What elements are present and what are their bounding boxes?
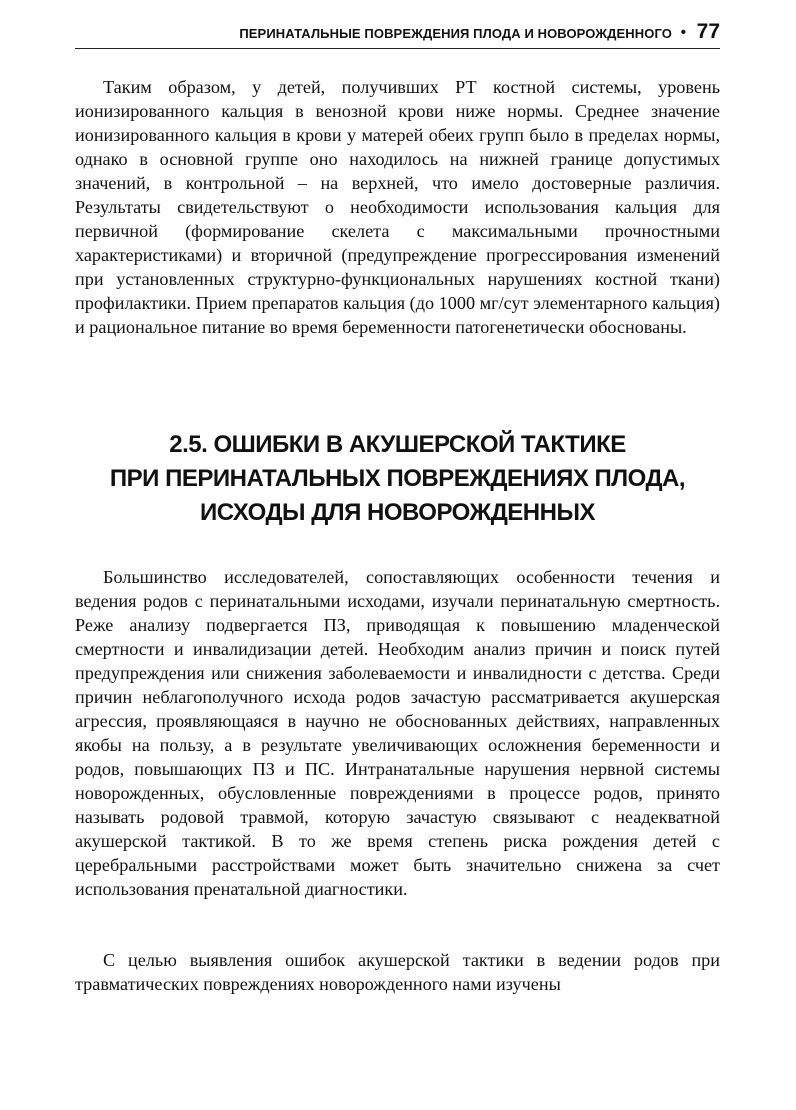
running-head-bullet: • bbox=[680, 24, 686, 41]
paragraph-perinatal-outcomes: Большинство исследователей, сопоставляющих особенности течения и ведения родов с перинатальными исходами, изучали перинатальную смертность. Реже анализу подвергается ПЗ, приводящая к повышению младенческой смертности и инвалидизации детей. Необходим анализ причин и поиск путей предупреждения или снижения заболеваемости и инвалидности с детства. Среди причин неблагополучного исхода родов зачастую рассматривается акушерская агрессия, проявляющаяся в научно не обоснованных действиях, направленных якобы на пользу, а в результате увеличивающих осложнения беременности и родов, повышающих ПЗ и ПС. Интранатальные нарушения нервной системы новорожденных, обусловленные повреждениями в процессе родов, принято называть родовой травмой, которую зачастую связывают с неадекватной акушерской тактикой. В то же время степень риска рождения детей с церебральными расстройствами может быть значительно снижена за счет использования пренатальной диагностики. bbox=[75, 567, 720, 899]
paragraph-study-aim: С целью выявления ошибок акушерской тактики в ведении родов при травматических повреждениях новорожденного нами изучены bbox=[75, 950, 720, 994]
section-heading-line-1: 2.5. ОШИБКИ В АКУШЕРСКОЙ ТАКТИКЕ bbox=[169, 431, 626, 458]
paragraph-calcium-conclusion: Таким образом, у детей, получивших РТ костной системы, уровень ионизированного кальция в венозной крови ниже нормы. Среднее значение ионизированного кальция в крови у матерей обеих групп было в пределах нормы, однако в основной группе оно находилось на нижней границе допустимых значений, в контрольной – на верхней, что имело достоверные различия. Результаты свидетельствуют о необходимости использования кальция для первичной (формирование скелета с максимальными прочностными характеристиками) и вторичной (предупреждение прогрессирования изменений при установленных структурно-функциональных нарушениях костной ткани) профилактики. Прием препаратов кальция (до 1000 мг/сут элементарного кальция) и рациональное питание во время беременности патогенетически обоснованы. bbox=[75, 77, 720, 337]
section-heading bbox=[75, 428, 720, 530]
running-head bbox=[75, 20, 720, 49]
section-heading-line-3: ИСХОДЫ ДЛЯ НОВОРОЖДЕННЫХ bbox=[200, 499, 595, 526]
page-number: 77 bbox=[696, 20, 720, 43]
running-head-title: ПЕРИНАТАЛЬНЫЕ ПОВРЕЖДЕНИЯ ПЛОДА И НОВОРОЖДЕННОГО bbox=[239, 26, 672, 41]
section-heading-line-2: ПРИ ПЕРИНАТАЛЬНЫХ ПОВРЕЖДЕНИЯХ ПЛОДА, bbox=[109, 465, 686, 492]
